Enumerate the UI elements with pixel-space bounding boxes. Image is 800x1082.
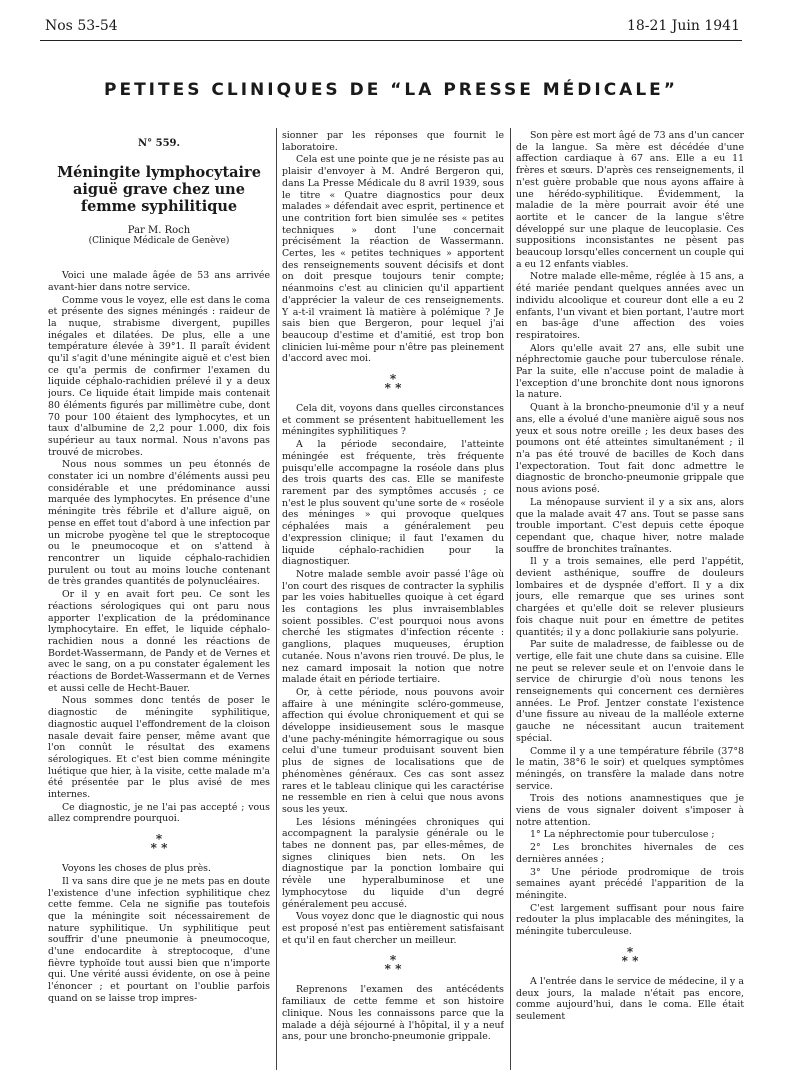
column-2 bbox=[282, 130, 504, 1074]
paragraph: A la période secondaire, l'atteinte méningée est fréquente, très fréquente puisqu'elle accompagne la roséole dans plus des trois quarts des cas. Elle se manifeste rarement par des symptômes accusés ; ce n'est le plus souvent qu'une sorte de « roséole des méninges » qui provoque quelques céphalées mais a généralement peu d'expression clinique; il faut l'examen du liquide céphalo-rachidien pour la diagnostiquer. bbox=[282, 439, 504, 568]
paragraph: Les lésions méningées chroniques qui accompagnent la paralysie générale ou le tabes ne donnent pas, par elles-mêmes, de signes cliniques bien nets. On les diagnostique par la ponction lombaire qui révèle une hyperalbuminose et une lymphocytose du liquide d'un degré généralement peu accusé. bbox=[282, 816, 504, 910]
paragraph: Il y a trois semaines, elle perd l'appétit, devient asthénique, souffre de douleurs lombaires et de dyspnée d'effort. Il y a dix jours, elle remarque que ses urines sont chargées et qu'elle doit se relever plusieurs fois chaque nuit pour en émettre de petites quantités; il y a donc pollakiurie sans polyurie. bbox=[516, 556, 744, 638]
article-number: N° 559. bbox=[138, 138, 180, 149]
paragraph: Quant à la broncho-pneumonie d'il y a neuf ans, elle a évolué d'une manière aiguë sous nos yeux et sous notre oreille ; les deux bases des poumons ont été atteintes simultanément ; il n'a pas été trouvé de bacilles de Koch dans l'expectoration. Tout fait donc admettre le diagnostic de broncho-pneumonie grippale que nous avions posé. bbox=[516, 402, 744, 496]
paragraph: C'est largement suffisant pour nous faire redouter la plus implacable des méningites, la méningite tuberculeuse. bbox=[516, 902, 744, 938]
paragraph: Nous sommes donc tentés de poser le diagnostic de méningite syphilitique, diagnostic auquel l'effondrement de la cloison nasale devait faire penser, même avant que l'on connût le résultat des examens sérologiques. Et c'est bien comme méningite luétique que hier, à la visite, cette malade m'a été présentée par le plus avisé de mes internes. bbox=[48, 695, 270, 801]
paragraph: Alors qu'elle avait 27 ans, elle subit une néphrectomie gauche pour tuberculose rénale. Par la suite, elle n'accuse point de maladie à l'exception d'une bronchite dont nous ignorons la nature. bbox=[516, 342, 744, 401]
paragraph: Or il y en avait fort peu. Ce sont les réactions sérologiques qui ont paru nous apporter l'explication de la prédominance lymphocytaire. En effet, le liquide céphalo-rachidien nous a donné les réactions de Bordet-Wassermann, de Pandy et de Vernes et avec le sang, on a pu constater également les réactions de Bordet-Wassermann et de Vernes et aussi celle de Hecht-Bauer. bbox=[48, 589, 270, 694]
paragraph: Trois des notions anamnestiques que je viens de vous signaler doivent s'imposer à notre attention. bbox=[516, 793, 744, 828]
paragraph: sionner par les réponses que fournit le laboratoire. bbox=[282, 130, 504, 153]
paragraph: Voici une malade âgée de 53 ans arrivée avant-hier dans notre service. bbox=[48, 270, 270, 293]
paragraph: 2° Les bronchites hivernales de ces dernières années ; bbox=[516, 842, 744, 865]
paragraph: Notre malade elle-même, réglée à 15 ans, a été mariée pendant quelques années avec un individu alcoolique et coureur dont elle a eu 2 enfants, l'un vivant et bien portant, l'autre mort en bas-âge d'une affection des voies respiratoires. bbox=[516, 271, 744, 341]
column-2b-paragraphs bbox=[282, 403, 504, 946]
column-divider bbox=[276, 128, 277, 1070]
section-separator: * * * bbox=[150, 832, 168, 856]
section-separator: * * * bbox=[384, 953, 402, 977]
paragraph: La ménopause survient il y a six ans, alors que la malade avait 47 ans. Tout se passe sans trouble important. C'est depuis cette époque cependant que, chaque hiver, notre malade souffre de bronchites traînantes. bbox=[516, 496, 744, 555]
paragraph: Cela dit, voyons dans quelles circonstances et comment se présentent habituellement les méningites syphilitiques ? bbox=[282, 403, 504, 438]
paragraph: A l'entrée dans le service de médecine, il y a deux jours, la malade n'était pas encore, comme aujourd'hui, dans le coma. Elle était seulement bbox=[516, 975, 744, 1022]
paragraph: Nous nous sommes un peu étonnés de constater ici un nombre d'éléments aussi peu considérable et une prédominance aussi marquée des lymphocytes. En présence d'une méningite très fébrile et d'allure aiguë, on pense en effet tout d'abord à une infection par un microbe pyogène tel que le streptocoque ou le pneumocoque et on s'attend à rencontrer un liquide céphalo-rachidien purulent ou tout au moins louche contenant de très grandes quantités de polynucléaires. bbox=[48, 459, 270, 588]
paragraph: Vous voyez donc que le diagnostic qui nous est proposé n'est pas entièrement satisfaisant et qu'il en faut chercher un meilleur. bbox=[282, 911, 504, 946]
paragraph: Comme il y a une température fébrile (37°8 le matin, 38°6 le soir) et quelques symptômes méningés, on transfère la malade dans notre service. bbox=[516, 745, 744, 792]
paragraph: Ce diagnostic, je ne l'ai pas accepté ; vous allez comprendre pourquoi. bbox=[48, 801, 270, 825]
column-divider bbox=[510, 128, 511, 1070]
paragraph: Reprenons l'examen des antécédents familiaux de cette femme et son histoire clinique. Nous les connaissons parce que la malade a déjà séjourné à l'hôpital, il y a neuf ans, pour une broncho-pneumonie grippale. bbox=[282, 984, 504, 1043]
article-affiliation: (Clinique Médicale de Genève) bbox=[88, 236, 230, 247]
column-3b-paragraphs bbox=[516, 976, 744, 1023]
issue-date: 18-21 Juin 1941 bbox=[626, 18, 740, 34]
paragraph: Par suite de maladresse, de faiblesse ou de vertige, elle fait une chute dans sa cuisine. Elle ne peut se relever seule et on l'envoie dans le service de chirurgie d'où nous tenons les renseignements qui concernent ces dernières années. Le Prof. Jentzer constate l'existence d'une fissure au niveau de la malléole externe gauche ne nécessitant aucun traitement spécial. bbox=[516, 639, 744, 744]
masthead: PETITES CLINIQUES DE “LA PRESSE MÉDICALE” bbox=[104, 80, 678, 100]
column-2c-paragraphs bbox=[282, 984, 504, 1043]
paragraph: Comme vous le voyez, elle est dans le coma et présente des signes méningés : raideur de la nuque, strabisme divergent, pupilles inégales et dilatées. De plus, elle a une température élevée à 39°1. Il paraît évident qu'il s'agit d'une méningite aiguë et c'est bien ce qu'a permis de confirmer l'examen du liquide céphalo-rachidien prélevé il y a deux jours. Ce liquide était limpide mais contenait 80 éléments figurés par millimètre cube, dont 70 pour 100 étaient des lymphocytes, et un taux d'albumine de 2,2 pour 1.000, dix fois supérieur au taux normal. Nous n'avons pas trouvé de microbes. bbox=[48, 294, 270, 458]
paragraph: Notre malade semble avoir passé l'âge où l'on court des risques de contracter la syphilis par les voies habituelles quoique à cet égard les contagions les plus invraisemblables soient possibles. C'est pourquoi nous avons cherché les stigmates d'infection récente : ganglions, plaques muqueuses, éruption cutanée. Nous n'avons rien trouvé. De plus, le nez camard imposait la notion que notre malade était en période tertiaire. bbox=[282, 568, 504, 686]
paragraph: Son père est mort âgé de 73 ans d'un cancer de la langue. Sa mère est décédée d'une affection cardiaque à 67 ans. Elle a eu 11 frères et sœurs. D'après ces renseignements, il n'est guère probable que nous ayons affaire à une hérédo-syphilitique. Évidemment, la maladie de la mère pourrait avoir été une aortite et le cancer de la langue s'être développé sur une plaque de leucoplasie. Ces suppositions inconsistantes ne pèsent pas beaucoup lorsqu'elles concernent un couple qui a eu 12 enfants viables. bbox=[516, 130, 744, 270]
column-3 bbox=[516, 130, 744, 1074]
paragraph: Cela est une pointe que je ne résiste pas au plaisir d'envoyer à M. André Bergeron qui, dans La Presse Médicale du 8 avril 1939, sous le titre « Quatre diagnostics pour deux malades » défendait avec esprit, pertinence et une contrition fort bien simulée ses « petites techniques » dont l'une concernait précisément la réaction de Wassermann. Certes, les « petites techniques » apportent des renseignements souvent décisifs et dont on doit presque toujours tenir compte; néanmoins c'est au clinicien qu'il appartient d'apprécier la valeur de ces renseignements. Y a-t-il vraiment là matière à polémique ? Je sais bien que Bergeron, pour lequel j'ai beaucoup d'estime et d'amitié, est trop bon clinicien lui-même pour n'être pas pleinement d'accord avec moi. bbox=[282, 154, 504, 365]
issue-number: Nos 53-54 bbox=[45, 18, 118, 34]
paragraph: 3° Une période prodromique de trois semaines ayant précédé l'apparition de la méningite. bbox=[516, 866, 744, 901]
section-separator: * * * bbox=[384, 372, 402, 396]
section-separator: * * * bbox=[621, 944, 639, 968]
paragraph: Il va sans dire que je ne mets pas en doute l'existence d'une infection syphilitique chez cette femme. Cela ne signifie pas toutefois que la méningite soit nécessairement de nature syphilitique. Un syphilitique peut souffrir d'une pneumonie à pneumocoque, d'une endocardite à streptocoque, d'une fièvre typhoïde tout aussi bien que n'importe qui. Une vérité aussi évidente, on ose à peine l'énoncer ; et pourtant on l'oublie parfois quand on se laisse trop impres- bbox=[48, 875, 270, 1004]
article-title: Méningite lymphocytaire aiguë grave chez une femme syphilitique bbox=[57, 163, 261, 215]
column-1b-paragraphs bbox=[48, 863, 270, 1004]
column-2a-paragraphs bbox=[282, 130, 504, 365]
article-author: Par M. Roch bbox=[127, 224, 191, 236]
paragraph: Or, à cette période, nous pouvons avoir affaire à une méningite scléro-gommeuse, affection qui évolue chroniquement et qui se développe insidieusement sous le masque d'une pachy-méningite hémorragique ou sous celui d'une tumeur produisant souvent bien plus de signes de localisations que de phénomènes généraux. Ces cas sont assez rares et le tableau clinique qui les caractérise ne ressemble en rien à celui que nous avons sous les yeux. bbox=[282, 686, 504, 815]
header-rule bbox=[40, 40, 742, 41]
paragraph: Voyons les choses de plus près. bbox=[62, 863, 211, 875]
paragraph: 1° La néphrectomie pour tuberculose ; bbox=[530, 829, 715, 841]
column-1-paragraphs bbox=[48, 270, 270, 825]
column-1 bbox=[48, 130, 270, 1074]
column-3a-paragraphs bbox=[516, 130, 744, 938]
